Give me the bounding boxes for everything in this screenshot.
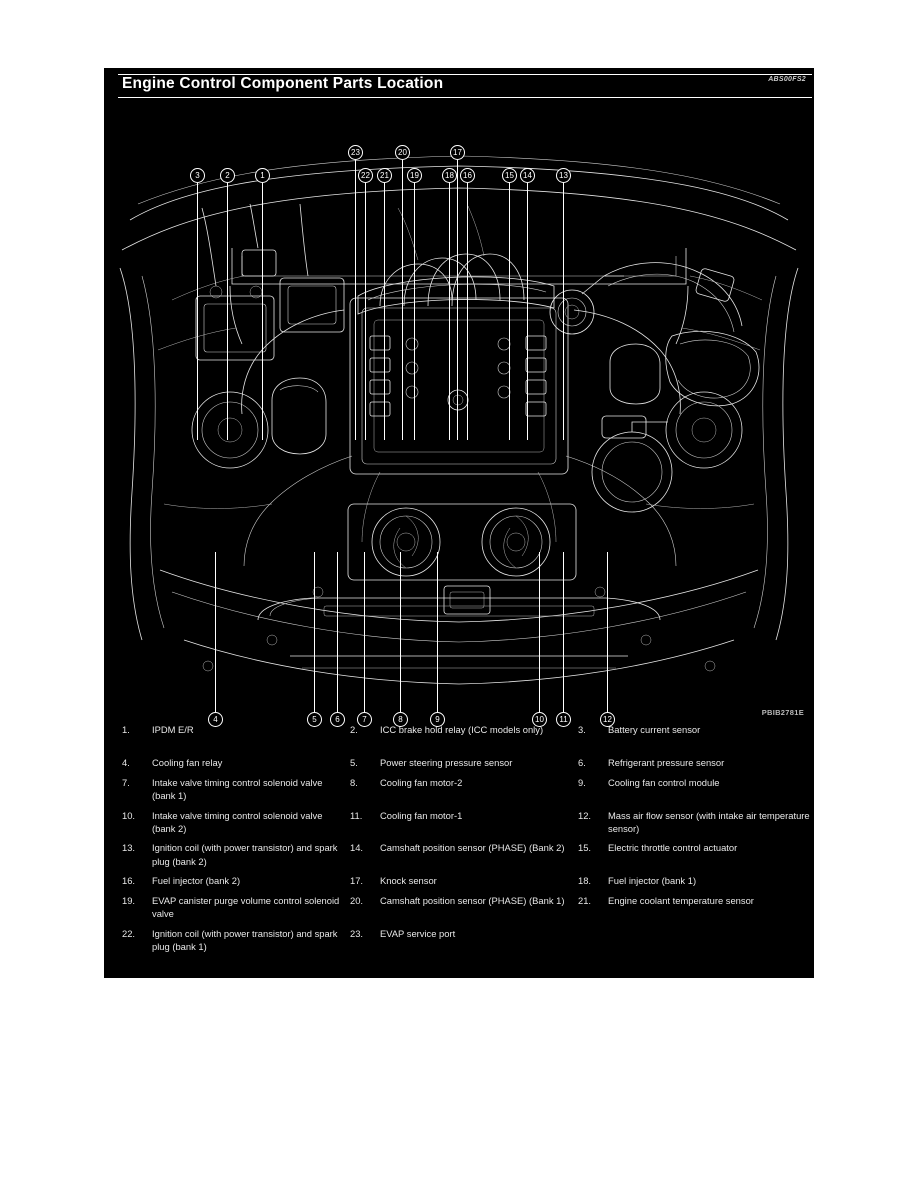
legend-list (122, 723, 810, 963)
callout-leader-10 (539, 552, 540, 712)
callout-balloon-19: 19 (407, 168, 422, 183)
callout-balloon-1: 1 (255, 168, 270, 183)
callout-balloon-17: 17 (450, 145, 465, 160)
callout-leader-8 (400, 552, 401, 712)
engine-bay-illustration (112, 100, 806, 700)
callout-leader-19 (414, 183, 415, 440)
legend-item-number: 2. (350, 724, 358, 735)
callout-balloon-16: 16 (460, 168, 475, 183)
legend-item-label: Ignition coil (with power transistor) and spark plug (bank 2) (152, 842, 338, 867)
document-code: ABS00FS2 (768, 76, 806, 83)
figure-title-bar (114, 74, 804, 96)
legend-item-label: Electric throttle control actuator (608, 842, 738, 854)
callout-leader-1 (262, 183, 263, 440)
legend-item-number: 3. (578, 724, 586, 735)
callout-leader-6 (337, 552, 338, 712)
callout-leader-2 (227, 183, 228, 440)
legend-item-label: Cooling fan motor-1 (380, 809, 463, 821)
callout-balloon-14: 14 (520, 168, 535, 183)
legend-item-number: 13. (122, 842, 136, 854)
legend-item-label: Camshaft position sensor (PHASE) (Bank 2) (380, 842, 565, 854)
callout-leader-7 (364, 552, 365, 712)
callout-leader-23 (355, 160, 356, 440)
legend-item-label: Cooling fan relay (152, 756, 223, 768)
legend-item-number: 1. (122, 724, 130, 735)
callout-leader-14 (527, 183, 528, 440)
legend-item-number: 4. (122, 756, 130, 768)
legend-item-label: Cooling fan control module (608, 776, 720, 788)
callout-balloon-5: 5 (307, 712, 322, 727)
callout-balloon-3: 3 (190, 168, 205, 183)
callout-leader-15 (509, 183, 510, 440)
callout-leader-17 (457, 160, 458, 440)
legend-item-label: Cooling fan motor-2 (380, 776, 463, 788)
legend-item-number: 15. (578, 842, 592, 854)
callout-balloon-9: 9 (430, 712, 445, 727)
callout-leader-4 (215, 552, 216, 712)
legend-item-label: Power steering pressure sensor (380, 756, 513, 768)
callout-balloon-8: 8 (393, 712, 408, 727)
legend-item-number: 6. (578, 756, 586, 768)
legend-item-number: 18. (578, 875, 592, 887)
legend-item-number: 16. (122, 875, 136, 887)
legend-item-number: 23. (350, 927, 364, 939)
callout-leader-13 (563, 183, 564, 440)
legend-item-label: IPDM E/R (152, 724, 194, 735)
callout-balloon-11: 11 (556, 712, 571, 727)
callout-balloon-21: 21 (377, 168, 392, 183)
legend-item-number: 17. (350, 875, 364, 887)
legend-item-label: Engine coolant temperature sensor (608, 895, 754, 906)
callout-balloon-12: 12 (600, 712, 615, 727)
legend-item-label: Intake valve timing control solenoid valve (bank 1) (152, 776, 323, 801)
legend-item-number: 8. (350, 776, 358, 788)
legend-item-number: 9. (578, 776, 586, 788)
callout-leader-20 (402, 160, 403, 440)
legend-item-number: 12. (578, 809, 592, 821)
callout-balloon-22: 22 (358, 168, 373, 183)
callout-balloon-15: 15 (502, 168, 517, 183)
callout-balloon-13: 13 (556, 168, 571, 183)
callout-leader-18 (449, 183, 450, 440)
callout-leader-3 (197, 183, 198, 440)
legend-item-number: 5. (350, 756, 358, 768)
legend-item-label: Refrigerant pressure sensor (608, 756, 725, 768)
callout-balloon-23: 23 (348, 145, 363, 160)
callout-balloon-10: 10 (532, 712, 547, 727)
figure-code: PBIB2781E (761, 708, 804, 717)
page-title: Engine Control Component Parts Location (122, 75, 444, 92)
legend-item-label: Camshaft position sensor (PHASE) (Bank 1) (380, 895, 565, 906)
callout-leader-22 (365, 183, 366, 440)
legend-item-label: Mass air flow sensor (with intake air temperature sensor) (608, 809, 810, 834)
legend-item-label: ICC brake hold relay (ICC models only) (380, 724, 544, 735)
callout-balloon-4: 4 (208, 712, 223, 727)
legend-item-number: 7. (122, 776, 130, 788)
callout-leader-21 (384, 183, 385, 440)
legend-item-label: Fuel injector (bank 2) (152, 875, 241, 887)
callout-balloon-6: 6 (330, 712, 345, 727)
callout-leader-11 (563, 552, 564, 712)
callout-leader-16 (467, 183, 468, 440)
legend-item-number: 19. (122, 895, 136, 906)
legend-item-number: 14. (350, 842, 364, 854)
legend-item-label: Fuel injector (bank 1) (608, 875, 697, 887)
callout-leader-5 (314, 552, 315, 712)
legend-item-number: 11. (350, 809, 363, 821)
callout-balloon-20: 20 (395, 145, 410, 160)
figure-panel (104, 68, 814, 978)
callout-leader-9 (437, 552, 438, 712)
legend-item-label: Ignition coil (with power transistor) and spark plug (bank 1) (152, 927, 338, 953)
legend-item-label: EVAP service port (380, 927, 456, 939)
legend-item-number: 10. (122, 809, 136, 821)
callout-balloon-18: 18 (442, 168, 457, 183)
legend-item-number: 20. (350, 895, 364, 906)
legend-item-label: Intake valve timing control solenoid valve (bank 2) (152, 809, 323, 834)
callout-balloon-7: 7 (357, 712, 372, 727)
legend-item-label: Battery current sensor (608, 724, 701, 735)
legend-item-label: EVAP canister purge volume control solenoid valve (152, 895, 340, 920)
legend-item-number: 21. (578, 895, 592, 906)
legend-item-number: 22. (122, 927, 136, 939)
legend-item-label: Knock sensor (380, 875, 437, 887)
title-rule-bottom (118, 97, 812, 98)
callout-leader-12 (607, 552, 608, 712)
callout-balloon-2: 2 (220, 168, 235, 183)
